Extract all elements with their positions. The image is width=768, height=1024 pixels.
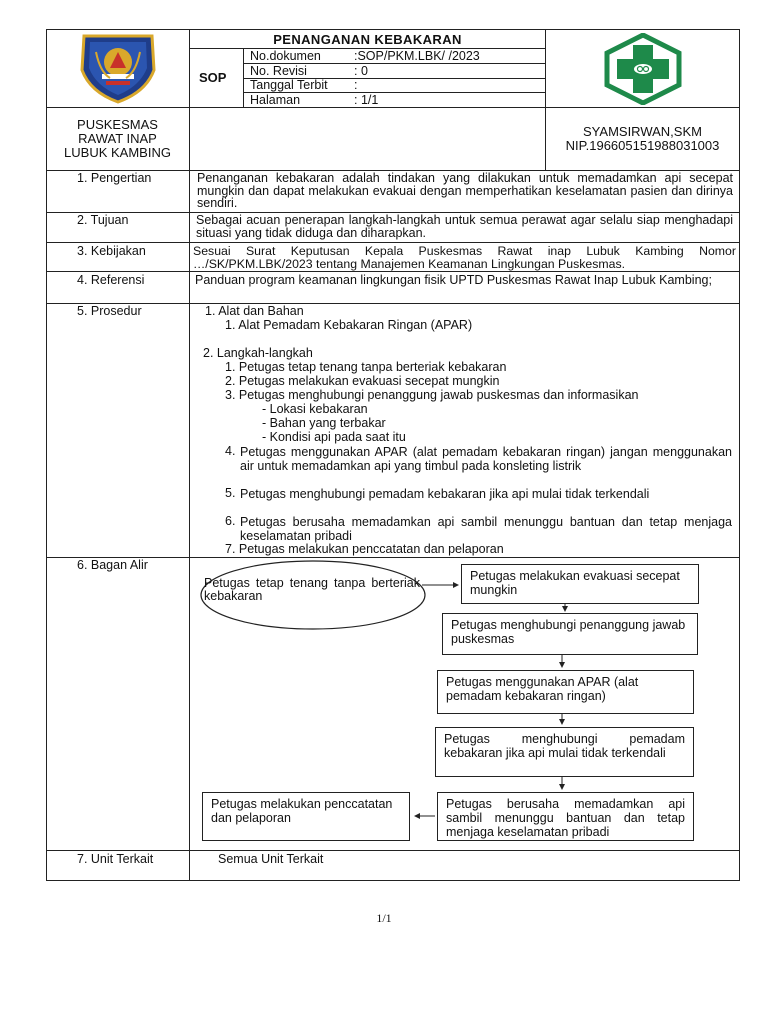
section-label-pengertian: 1. Pengertian (77, 171, 152, 185)
prosedur-step: 2. Petugas melakukan evakuasi secepat mungkin (225, 374, 500, 388)
flow-box-evakuasi: Petugas melakukan evakuasi secepat mungkin (461, 564, 699, 604)
signer-name: SYAMSIRWAN,SKM (583, 124, 702, 139)
flow-box-pelaporan: Petugas melakukan penccatatan dan pelaporan (202, 792, 410, 841)
section-label-bagan-alir: 6. Bagan Alir (77, 558, 148, 572)
section-label-prosedur: 5. Prosedur (77, 304, 142, 318)
field-value: : 1/1 (354, 93, 379, 107)
prosedur-step-number: 5. (225, 486, 236, 500)
kebijakan-line: Sesuai Surat Keputusan Kepala Puskesmas Rawat inap Lubuk Kambing Nomor (193, 244, 736, 258)
prosedur-dash-item: - Bahan yang terbakar (262, 416, 386, 430)
section-label-unit-terkait: 7. Unit Terkait (77, 852, 154, 866)
flow-box-padamkan: Petugas berusaha memadamkan api sambil menunggu bantuan dan tetap menjaga keselamatan pribadi (437, 792, 694, 841)
flow-box-hubungi-pj: Petugas menghubungi penanggung jawab puskesmas (442, 613, 698, 655)
field-label: No. Revisi (250, 64, 307, 78)
flow-box-hubungi-pemadam: Petugas menghubungi pemadam kebakaran jika api mulai tidak terkendali (435, 727, 694, 777)
prosedur-step: 3. Petugas menghubungi penanggung jawab puskesmas dan informasikan (225, 388, 639, 402)
prosedur-dash-item: - Lokasi kebakaran (262, 402, 368, 416)
sop-label: SOP (199, 70, 227, 85)
org-line: LUBUK KAMBING (64, 145, 171, 160)
page-number: 1/1 (376, 911, 392, 925)
tujuan-text: Sebagai acuan penerapan langkah-langkah untuk semua perawat agar selalu siap menghadapi situasi yang tidak diduga dan diharapkan. (196, 213, 733, 240)
puskesmas-logo (603, 33, 683, 105)
prosedur-dash-item: - Kondisi api pada saat itu (262, 430, 406, 444)
field-value: : (354, 78, 358, 92)
prosedur-subheading: 2. Langkah-langkah (203, 346, 313, 360)
section-label-tujuan: 2. Tujuan (77, 213, 129, 227)
regional-emblem (76, 32, 160, 104)
prosedur-step-number: 4. (225, 444, 236, 458)
kebijakan-text (193, 245, 736, 271)
field-label: Tanggal Terbit (250, 78, 328, 92)
kebijakan-line: …/SK/PKM.LBK/2023 tentang Manajemen Keamanan Lingkungan Puskesmas. (193, 256, 626, 271)
prosedur-step: 7. Petugas melakukan penccatatan dan pelaporan (225, 542, 504, 556)
prosedur-step: 1. Petugas tetap tenang tanpa berteriak kebakaran (225, 360, 507, 374)
prosedur-subheading: 1. Alat dan Bahan (205, 304, 304, 318)
field-label: Halaman (250, 93, 301, 107)
signer-nip: NIP.196605151988031003 (565, 138, 720, 153)
flow-start-text: Petugas tetap tenang tanpa berteriak kebakaran (204, 576, 420, 603)
field-label: No.dokumen (250, 49, 321, 63)
section-label-kebijakan: 3. Kebijakan (77, 244, 146, 258)
section-label-referensi: 4. Referensi (77, 273, 145, 287)
prosedur-step: Petugas berusaha memadamkan api sambil menunggu bantuan dan tetap menjaga keselamatan pribadi (240, 515, 732, 543)
unit-terkait-text: Semua Unit Terkait (218, 852, 324, 866)
field-value: :SOP/PKM.LBK/ /2023 (354, 49, 480, 63)
prosedur-step: Petugas menggunakan APAR (alat pemadam kebakaran ringan) jangan menggunakan air untuk memadamkan api yang timbul pada konsleting listrik (240, 445, 732, 473)
prosedur-step: Petugas menghubungi pemadam kebakaran jika api mulai tidak terkendali (240, 487, 650, 501)
referensi-text: Panduan program keamanan lingkungan fisik UPTD Puskesmas Rawat Inap Lubuk Kambing; (195, 273, 712, 287)
pengertian-text: Penanganan kebakaran adalah tindakan yang dilakukan untuk memadamkan api secepat mungkin dan dapat melakukan evakuai dengan memperhatikan keselamatan pasien dan dirinya sendiri. (197, 171, 733, 210)
org-line: RAWAT INAP (78, 131, 157, 146)
prosedur-item: 1. Alat Pemadam Kebakaran Ringan (APAR) (225, 318, 473, 332)
field-value: : 0 (354, 64, 368, 78)
flow-box-apar: Petugas menggunakan APAR (alat pemadam kebakaran ringan) (437, 670, 694, 714)
org-line: PUSKESMAS (77, 117, 158, 132)
prosedur-step-number: 6. (225, 514, 236, 528)
document-title: PENANGANAN KEBAKARAN (273, 32, 462, 47)
